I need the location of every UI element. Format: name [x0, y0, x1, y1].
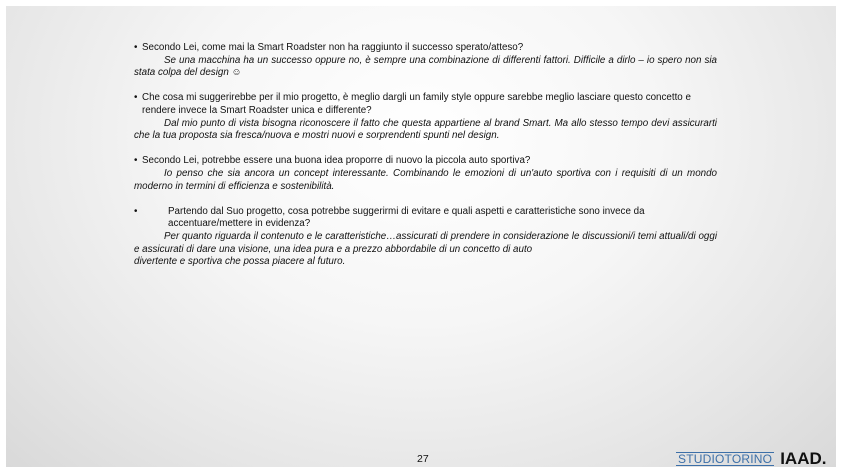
question-text: Secondo Lei, come mai la Smart Roadster non ha raggiunto il successo sperato/atteso?: [142, 42, 524, 53]
question-2: [134, 92, 717, 117]
answer-2: [134, 118, 717, 143]
question-text: Secondo Lei, potrebbe essere una buona idea proporre di nuovo la piccola auto sportiva?: [142, 155, 531, 167]
answer-4: [134, 231, 717, 256]
bullet-icon: •: [134, 42, 138, 53]
bullet-icon: •: [134, 92, 138, 104]
question-text: Che cosa mi suggerirebbe per il mio progetto, è meglio dargli un family style oppure sarebbe meglio lasciare questo concetto e rendere invece la Smart Roadster unica e differente?: [142, 92, 691, 116]
question-text: Partendo dal Suo progetto, cosa potrebbe suggerirmi di evitare e quali aspetti e caratteristiche sono invece da accentuare/mettere in evidenza?: [168, 205, 645, 230]
answer-text: Dal mio punto di vista bisogna riconoscere il fatto che questa appartiene al brand Smart. Ma allo stesso tempo devi assicurarti che la tua proposta sia fresca/nuova e mostri nuovi e sorprendenti spunti nel design.: [134, 117, 717, 142]
studiotorino-iaad-logo: [676, 449, 826, 467]
logo-iaad: IAAD.: [780, 449, 827, 467]
question-3: [134, 155, 717, 168]
interview-content: [134, 42, 717, 281]
question-4: [134, 206, 717, 231]
answer-text: Se una macchina ha un successo oppure no, è sempre una combinazione di differenti fattori. Difficile a dirlo – io spero non sia stata colpa del design ☺: [134, 54, 717, 79]
question-1: [134, 42, 717, 55]
answer-4-last-line: [134, 256, 717, 269]
answer-text: Io penso che sia ancora un concept interessante. Combinando le emozioni di un'auto sportiva con i requisiti di un mondo moderno in termini di efficienza e sostenibilità.: [134, 167, 717, 192]
qa-item-4: [134, 206, 717, 269]
qa-item-2: [134, 92, 717, 142]
logo-studiotorino: STUDIOTORINO: [678, 452, 773, 466]
qa-item-3: [134, 155, 717, 193]
bullet-icon: •: [134, 155, 138, 167]
qa-item-1: [134, 42, 717, 80]
answer-1: [134, 55, 717, 80]
answer-3: [134, 168, 717, 193]
answer-text: Per quanto riguarda il contenuto e le caratteristiche…assicurati di prendere in considerazione le discussioni/i temi attuali/di oggi e assicurati di dare una visione, una idea pura e a prezzo abbordabile di un concetto di auto: [134, 230, 717, 255]
page-number: 27: [417, 453, 429, 465]
slide: [6, 6, 836, 467]
answer-text: divertente e sportiva che possa piacere al futuro.: [134, 256, 346, 268]
bullet-icon: •: [134, 205, 138, 217]
